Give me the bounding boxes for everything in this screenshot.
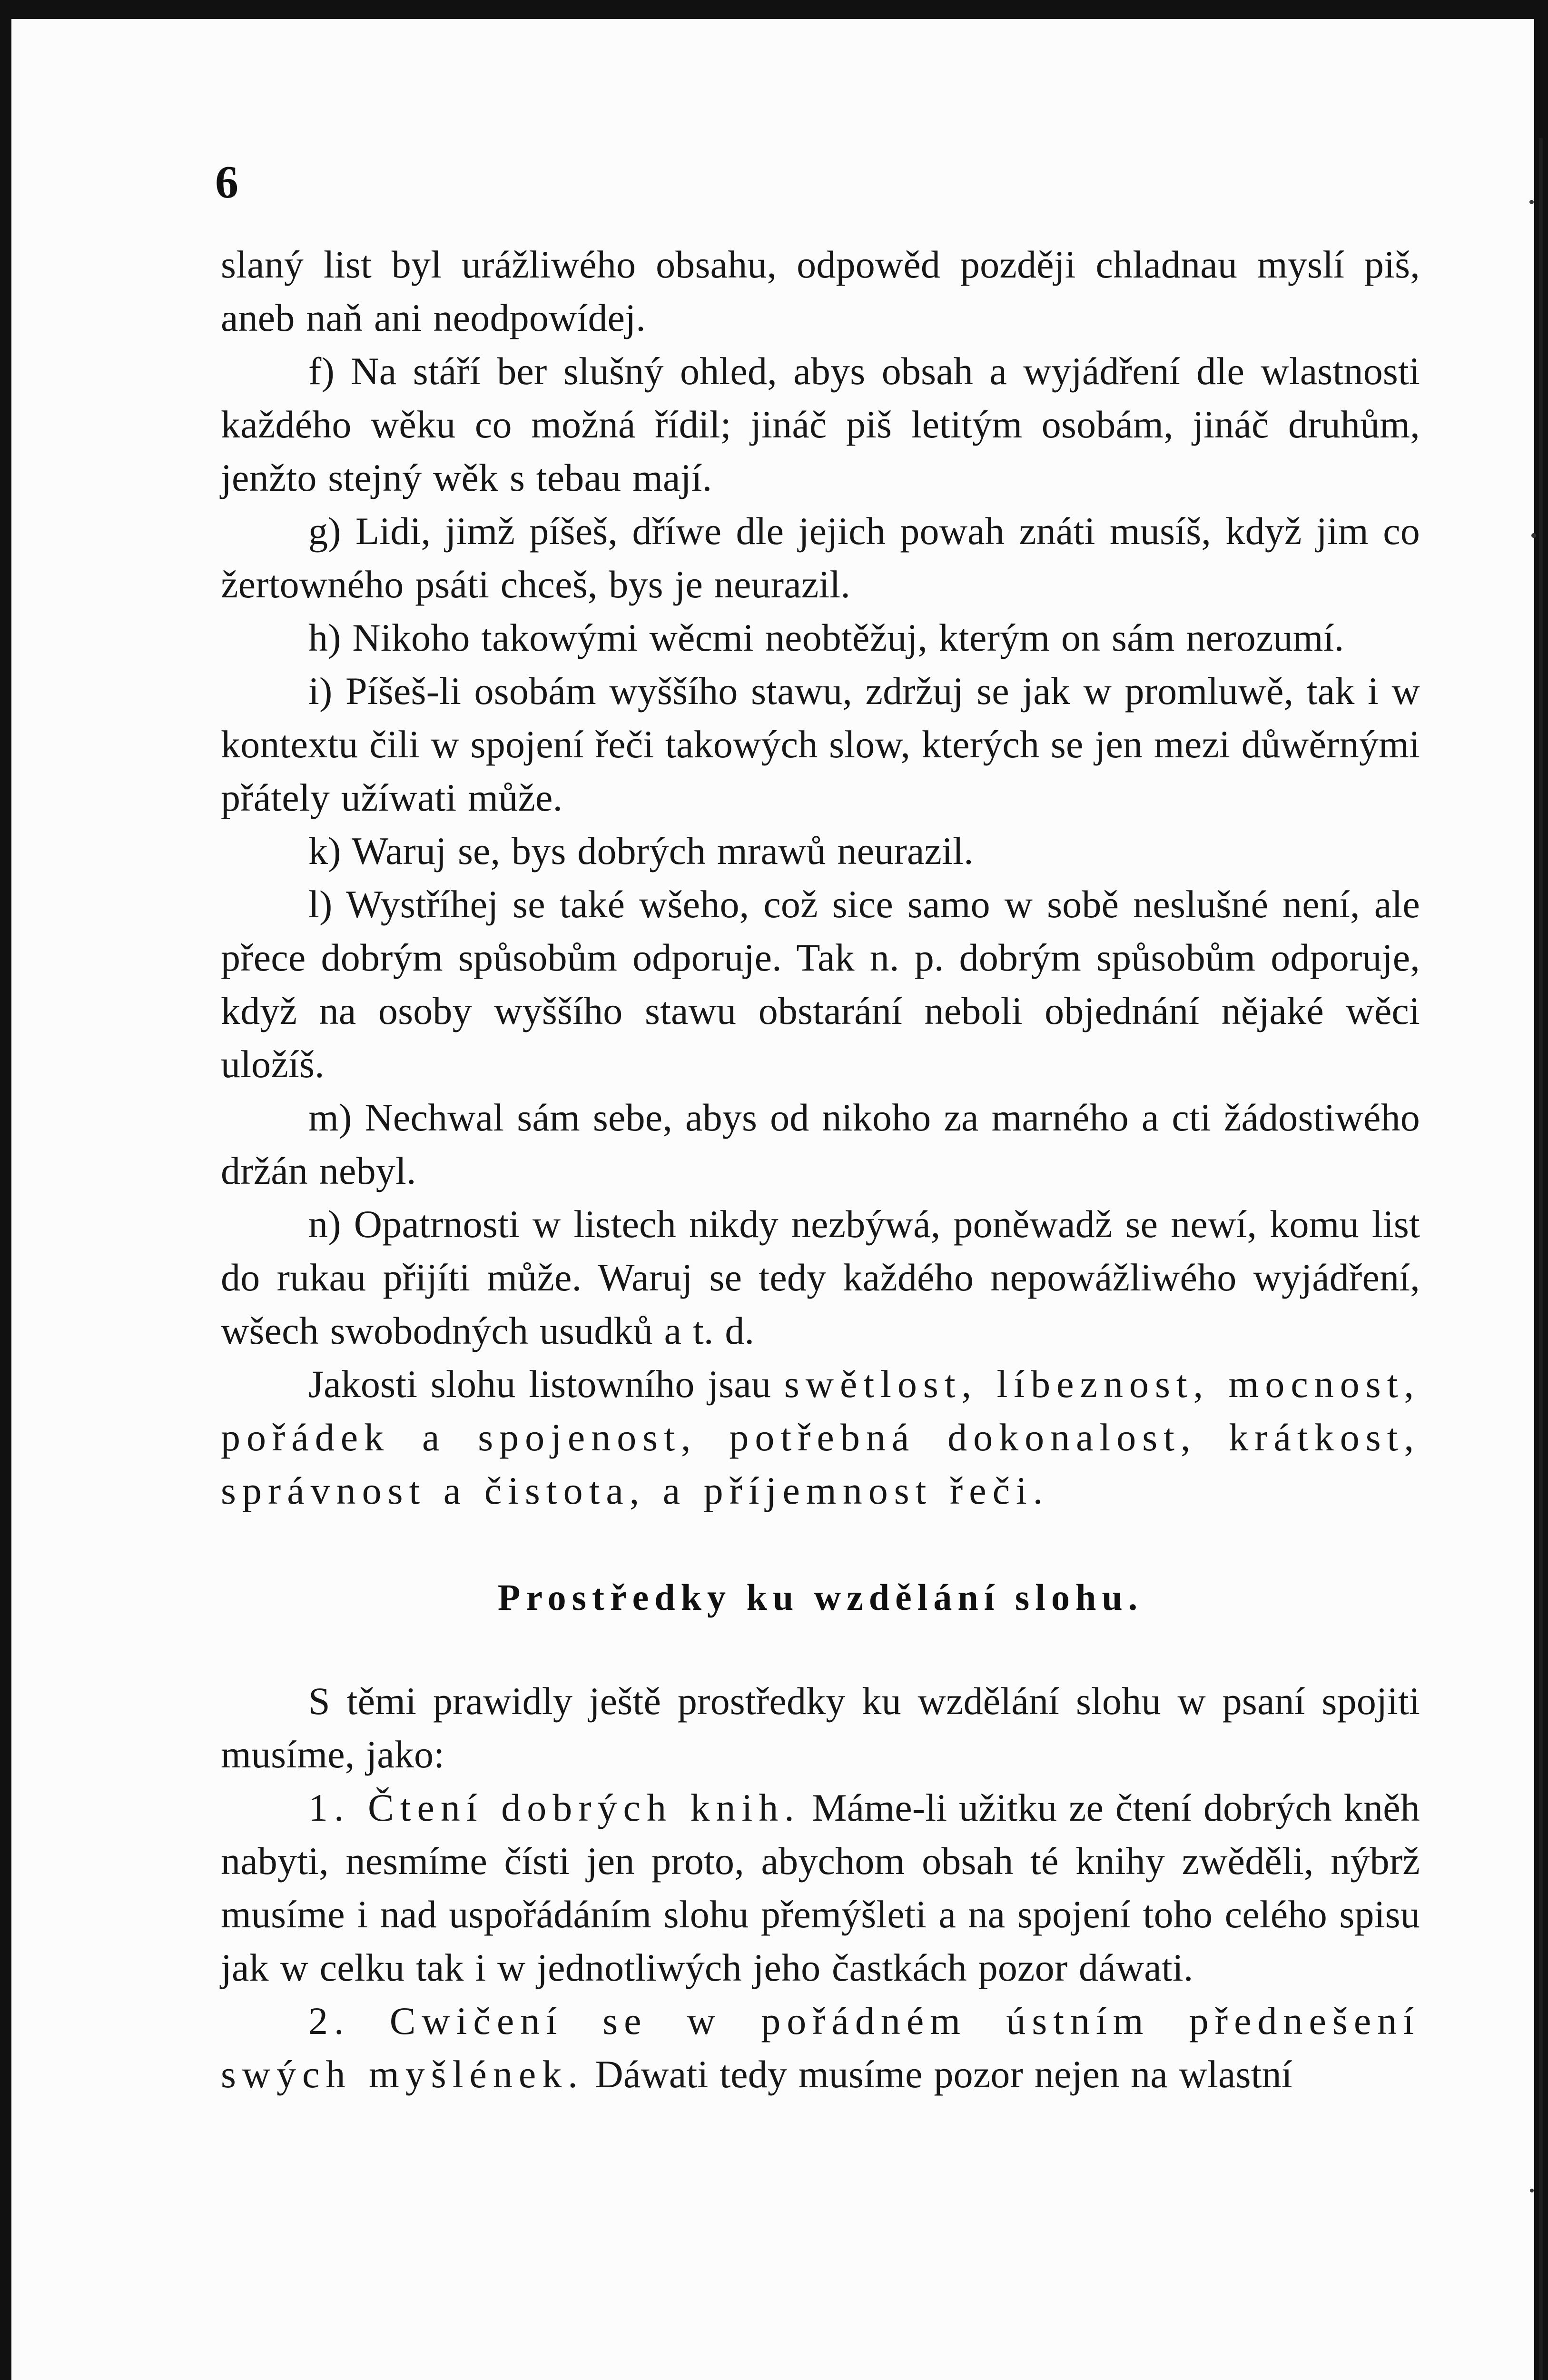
item-2-text: Dáwati tedy musíme pozor nejen na wlastní <box>595 2053 1292 2096</box>
paragraph-item-1 <box>221 1781 1420 1994</box>
paper-fleck <box>1531 533 1536 538</box>
item-1-text: Máme-li užitku ze čtení dobrých kněh nabyti, nesmíme čísti jen proto, abychom obsah té knihy zwěděli, nýbrž musíme i nad uspořádáním slohu přemýšleti a na spojení toho celého spisu jak w celku tak i w jednotliwých jeho častkách pozor dáwati. <box>221 1786 1420 1989</box>
paragraph-l: l) Wystříhej se také wšeho, což sice samo w sobě neslušné není, ale přece dobrým spůsobům odporuje. Tak n. p. dobrým spůsobům odporuje, když na osoby wyššího stawu obstarání neboli objednání nějaké wěci uložíš. <box>221 883 1420 1086</box>
paragraph-m: m) Nechwal sám sebe, abys od nikoho za marného a cti žádostiwého držán nebyl. <box>221 1096 1420 1192</box>
paragraph-item-2 <box>221 1994 1420 2101</box>
main-text-block <box>221 238 1420 2101</box>
paragraph-jakosti-prefix: Jakosti slohu listowního jsau <box>308 1362 771 1406</box>
paragraph-jakosti <box>221 1358 1420 1517</box>
paragraph-k: k) Waruj se, bys dobrých mrawů neurazil. <box>308 829 974 873</box>
paragraph-jakosti-spaced: swětlost, líbeznost, mocnost, pořádek a spojenost, potřebná dokonalost, krátkost, správnost a čistota, a příjemnost řeči. <box>221 1362 1420 1512</box>
scan-top-edge <box>0 0 1548 19</box>
paragraph-f: f) Na stáří ber slušný ohled, abys obsah a wyjádření dle wlastnosti každého wěku co možná řídil; jináč piš letitým osobám, jináč druhům, jenžto stejný wěk s tebau mají. <box>221 349 1420 499</box>
paragraph-i: i) Píšeš-li osobám wyššího stawu, zdržuj se jak w promluwě, tak i w kontextu čili w spojení řeči takowých slow, kterých se jen mezi důwěrnými přátely užíwati může. <box>221 669 1420 819</box>
item-2-label: 2. Cwičení se w pořádném ústním přednešení swých myšlének. <box>221 1999 1420 2096</box>
paper-fleck <box>1529 200 1534 204</box>
scan-left-edge <box>0 0 11 2380</box>
paragraph-h: h) Nikoho takowými wěcmi neobtěžuj, kterým on sám nerozumí. <box>308 616 1344 659</box>
page-paper <box>11 19 1534 2380</box>
item-1-label: 1. Čtení dobrých knih. <box>308 1786 800 1829</box>
paragraph-n: n) Opatrnosti w listech nikdy nezbýwá, poněwadž se newí, komu list do rukau přijíti může. Waruj se tedy každého nepowážliwého wyjádření, wšech swobodných usudků a t. d. <box>221 1202 1420 1352</box>
paper-fleck <box>1530 2189 1534 2192</box>
binding-gutter-line <box>1539 138 1543 2380</box>
page-number: 6 <box>215 157 238 208</box>
paragraph-intro: slaný list byl urážliwého obsahu, odpowěd později chladnau myslí piš, aneb naň ani neodpowídej. <box>221 243 1420 339</box>
paragraph-after-heading-intro: S těmi prawidly ještě prostředky ku wzdělání slohu w psaní spojiti musíme, jako: <box>221 1679 1420 1776</box>
paragraph-g: g) Lidi, jimž píšeš, dříwe dle jejich powah znáti musíš, když jim co žertowného psáti chceš, bys je neurazil. <box>221 509 1420 606</box>
section-heading: Prostředky ku wzdělání slohu. <box>497 1577 1144 1618</box>
